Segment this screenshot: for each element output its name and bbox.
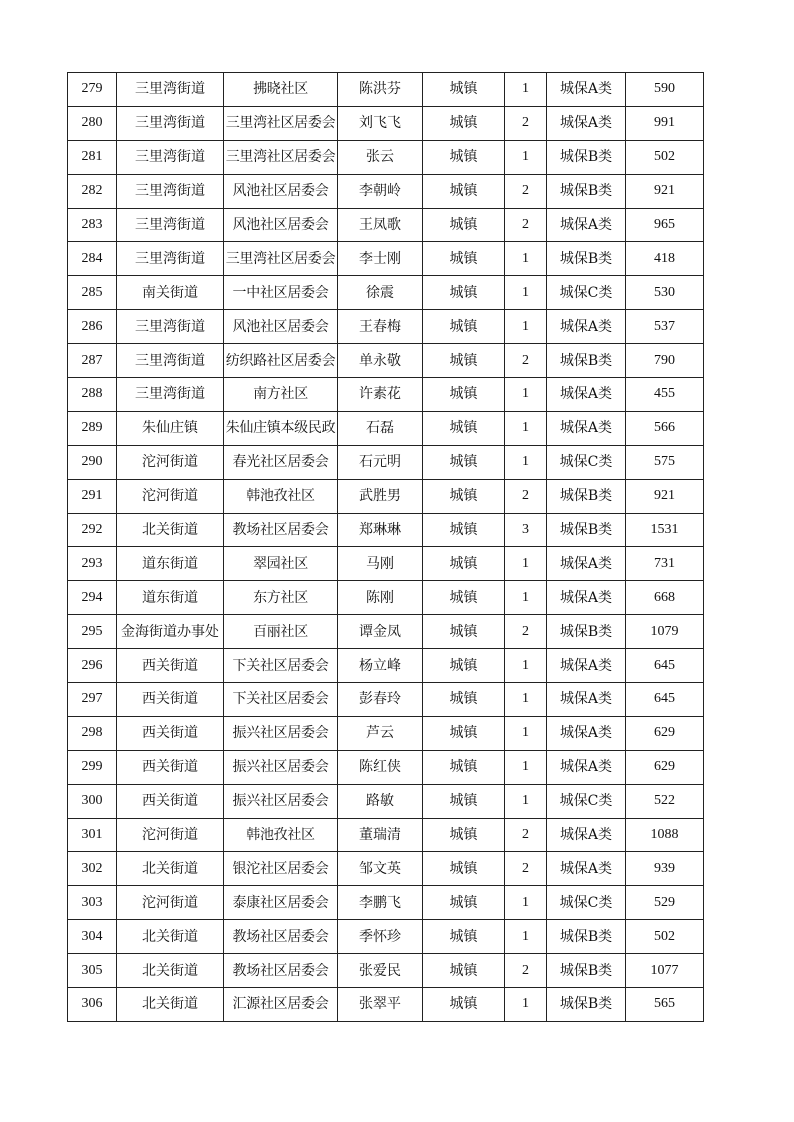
row-number-cell: 306 (68, 988, 117, 1022)
table-row (68, 411, 704, 445)
area-type-cell: 城镇 (423, 106, 505, 140)
amount-cell: 629 (626, 716, 704, 750)
community-cell: 韩池孜社区 (224, 818, 338, 852)
row-number-cell: 283 (68, 208, 117, 242)
table-row (68, 445, 704, 479)
table-row (68, 954, 704, 988)
row-number-cell: 296 (68, 649, 117, 683)
category-cell: 城保C类 (547, 784, 626, 818)
household-count-cell: 1 (505, 649, 547, 683)
community-cell: 东方社区 (224, 581, 338, 615)
household-count-cell: 2 (505, 208, 547, 242)
area-type-cell: 城镇 (423, 581, 505, 615)
beneficiary-table (67, 72, 704, 1022)
area-type-cell: 城镇 (423, 886, 505, 920)
street-cell: 三里湾街道 (117, 208, 224, 242)
amount-cell: 529 (626, 886, 704, 920)
amount-cell: 668 (626, 581, 704, 615)
name-cell: 张翠平 (338, 988, 423, 1022)
amount-cell: 455 (626, 378, 704, 412)
table-row (68, 140, 704, 174)
row-number-cell: 304 (68, 920, 117, 954)
street-cell: 北关街道 (117, 954, 224, 988)
community-cell: 振兴社区居委会 (224, 750, 338, 784)
amount-cell: 629 (626, 750, 704, 784)
area-type-cell: 城镇 (423, 73, 505, 107)
name-cell: 马刚 (338, 547, 423, 581)
amount-cell: 1079 (626, 615, 704, 649)
row-number-cell: 288 (68, 378, 117, 412)
row-number-cell: 290 (68, 445, 117, 479)
area-type-cell: 城镇 (423, 920, 505, 954)
name-cell: 刘飞飞 (338, 106, 423, 140)
name-cell: 季怀珍 (338, 920, 423, 954)
name-cell: 石磊 (338, 411, 423, 445)
name-cell: 李士刚 (338, 242, 423, 276)
community-cell: 教场社区居委会 (224, 920, 338, 954)
name-cell: 王春梅 (338, 310, 423, 344)
table-row (68, 716, 704, 750)
household-count-cell: 1 (505, 683, 547, 717)
amount-cell: 522 (626, 784, 704, 818)
community-cell: 下关社区居委会 (224, 649, 338, 683)
category-cell: 城保A类 (547, 73, 626, 107)
name-cell: 石元明 (338, 445, 423, 479)
household-count-cell: 2 (505, 174, 547, 208)
street-cell: 金海街道办事处 (117, 615, 224, 649)
area-type-cell: 城镇 (423, 818, 505, 852)
area-type-cell: 城镇 (423, 852, 505, 886)
category-cell: 城保B类 (547, 954, 626, 988)
community-cell: 振兴社区居委会 (224, 716, 338, 750)
name-cell: 张云 (338, 140, 423, 174)
street-cell: 沱河街道 (117, 445, 224, 479)
street-cell: 道东街道 (117, 581, 224, 615)
table-row (68, 276, 704, 310)
row-number-cell: 291 (68, 479, 117, 513)
row-number-cell: 303 (68, 886, 117, 920)
amount-cell: 502 (626, 920, 704, 954)
community-cell: 百丽社区 (224, 615, 338, 649)
amount-cell: 566 (626, 411, 704, 445)
category-cell: 城保A类 (547, 208, 626, 242)
area-type-cell: 城镇 (423, 242, 505, 276)
area-type-cell: 城镇 (423, 208, 505, 242)
area-type-cell: 城镇 (423, 479, 505, 513)
category-cell: 城保B类 (547, 513, 626, 547)
street-cell: 三里湾街道 (117, 106, 224, 140)
community-cell: 拂晓社区 (224, 73, 338, 107)
area-type-cell: 城镇 (423, 310, 505, 344)
household-count-cell: 2 (505, 615, 547, 649)
name-cell: 芦云 (338, 716, 423, 750)
street-cell: 北关街道 (117, 988, 224, 1022)
street-cell: 西关街道 (117, 683, 224, 717)
household-count-cell: 1 (505, 784, 547, 818)
category-cell: 城保A类 (547, 852, 626, 886)
table-row (68, 513, 704, 547)
category-cell: 城保A类 (547, 649, 626, 683)
amount-cell: 1077 (626, 954, 704, 988)
category-cell: 城保A类 (547, 716, 626, 750)
street-cell: 北关街道 (117, 513, 224, 547)
row-number-cell: 289 (68, 411, 117, 445)
name-cell: 陈洪芬 (338, 73, 423, 107)
amount-cell: 790 (626, 344, 704, 378)
street-cell: 朱仙庄镇 (117, 411, 224, 445)
category-cell: 城保B类 (547, 920, 626, 954)
name-cell: 陈刚 (338, 581, 423, 615)
area-type-cell: 城镇 (423, 547, 505, 581)
table-row (68, 344, 704, 378)
amount-cell: 502 (626, 140, 704, 174)
category-cell: 城保A类 (547, 750, 626, 784)
amount-cell: 418 (626, 242, 704, 276)
row-number-cell: 302 (68, 852, 117, 886)
household-count-cell: 1 (505, 750, 547, 784)
household-count-cell: 2 (505, 852, 547, 886)
row-number-cell: 300 (68, 784, 117, 818)
area-type-cell: 城镇 (423, 615, 505, 649)
row-number-cell: 279 (68, 73, 117, 107)
household-count-cell: 2 (505, 818, 547, 852)
household-count-cell: 1 (505, 716, 547, 750)
category-cell: 城保B类 (547, 242, 626, 276)
community-cell: 教场社区居委会 (224, 954, 338, 988)
household-count-cell: 1 (505, 276, 547, 310)
household-count-cell: 1 (505, 310, 547, 344)
table-row (68, 852, 704, 886)
street-cell: 三里湾街道 (117, 73, 224, 107)
street-cell: 西关街道 (117, 784, 224, 818)
table-row (68, 547, 704, 581)
category-cell: 城保A类 (547, 106, 626, 140)
table-row (68, 615, 704, 649)
row-number-cell: 284 (68, 242, 117, 276)
row-number-cell: 281 (68, 140, 117, 174)
area-type-cell: 城镇 (423, 954, 505, 988)
row-number-cell: 299 (68, 750, 117, 784)
street-cell: 西关街道 (117, 716, 224, 750)
name-cell: 王凤歌 (338, 208, 423, 242)
name-cell: 单永敬 (338, 344, 423, 378)
household-count-cell: 2 (505, 954, 547, 988)
category-cell: 城保A类 (547, 547, 626, 581)
row-number-cell: 286 (68, 310, 117, 344)
name-cell: 徐震 (338, 276, 423, 310)
table-row (68, 208, 704, 242)
amount-cell: 645 (626, 683, 704, 717)
table-row (68, 106, 704, 140)
amount-cell: 575 (626, 445, 704, 479)
community-cell: 风池社区居委会 (224, 310, 338, 344)
category-cell: 城保A类 (547, 818, 626, 852)
street-cell: 三里湾街道 (117, 378, 224, 412)
row-number-cell: 285 (68, 276, 117, 310)
street-cell: 三里湾街道 (117, 310, 224, 344)
household-count-cell: 1 (505, 411, 547, 445)
community-cell: 风池社区居委会 (224, 208, 338, 242)
street-cell: 西关街道 (117, 750, 224, 784)
table-row (68, 886, 704, 920)
community-cell: 银沱社区居委会 (224, 852, 338, 886)
street-cell: 三里湾街道 (117, 242, 224, 276)
category-cell: 城保A类 (547, 581, 626, 615)
community-cell: 泰康社区居委会 (224, 886, 338, 920)
name-cell: 武胜男 (338, 479, 423, 513)
table-row (68, 683, 704, 717)
community-cell: 下关社区居委会 (224, 683, 338, 717)
household-count-cell: 3 (505, 513, 547, 547)
community-cell: 振兴社区居委会 (224, 784, 338, 818)
amount-cell: 921 (626, 174, 704, 208)
household-count-cell: 1 (505, 140, 547, 174)
household-count-cell: 1 (505, 581, 547, 615)
table-row (68, 750, 704, 784)
row-number-cell: 295 (68, 615, 117, 649)
household-count-cell: 1 (505, 242, 547, 276)
amount-cell: 530 (626, 276, 704, 310)
area-type-cell: 城镇 (423, 683, 505, 717)
community-cell: 纺织路社区居委会 (224, 344, 338, 378)
community-cell: 南方社区 (224, 378, 338, 412)
community-cell: 风池社区居委会 (224, 174, 338, 208)
community-cell: 教场社区居委会 (224, 513, 338, 547)
amount-cell: 537 (626, 310, 704, 344)
name-cell: 路敏 (338, 784, 423, 818)
community-cell: 春光社区居委会 (224, 445, 338, 479)
street-cell: 三里湾街道 (117, 140, 224, 174)
street-cell: 北关街道 (117, 852, 224, 886)
street-cell: 沱河街道 (117, 886, 224, 920)
area-type-cell: 城镇 (423, 445, 505, 479)
area-type-cell: 城镇 (423, 411, 505, 445)
street-cell: 沱河街道 (117, 479, 224, 513)
community-cell: 一中社区居委会 (224, 276, 338, 310)
row-number-cell: 287 (68, 344, 117, 378)
household-count-cell: 2 (505, 106, 547, 140)
table-row (68, 242, 704, 276)
category-cell: 城保A类 (547, 411, 626, 445)
name-cell: 陈红侠 (338, 750, 423, 784)
category-cell: 城保B类 (547, 988, 626, 1022)
street-cell: 沱河街道 (117, 818, 224, 852)
area-type-cell: 城镇 (423, 174, 505, 208)
household-count-cell: 1 (505, 378, 547, 412)
amount-cell: 965 (626, 208, 704, 242)
name-cell: 彭春玲 (338, 683, 423, 717)
community-cell: 汇源社区居委会 (224, 988, 338, 1022)
category-cell: 城保C类 (547, 445, 626, 479)
table-row (68, 784, 704, 818)
row-number-cell: 298 (68, 716, 117, 750)
community-cell: 朱仙庄镇本级民政 (224, 411, 338, 445)
table-row (68, 73, 704, 107)
row-number-cell: 282 (68, 174, 117, 208)
household-count-cell: 1 (505, 73, 547, 107)
name-cell: 许素花 (338, 378, 423, 412)
area-type-cell: 城镇 (423, 750, 505, 784)
amount-cell: 590 (626, 73, 704, 107)
row-number-cell: 293 (68, 547, 117, 581)
category-cell: 城保C类 (547, 886, 626, 920)
community-cell: 翠园社区 (224, 547, 338, 581)
category-cell: 城保B类 (547, 615, 626, 649)
category-cell: 城保C类 (547, 276, 626, 310)
street-cell: 北关街道 (117, 920, 224, 954)
amount-cell: 1531 (626, 513, 704, 547)
table-row (68, 174, 704, 208)
community-cell: 韩池孜社区 (224, 479, 338, 513)
area-type-cell: 城镇 (423, 716, 505, 750)
table-row (68, 310, 704, 344)
name-cell: 邹文英 (338, 852, 423, 886)
area-type-cell: 城镇 (423, 988, 505, 1022)
table-row (68, 988, 704, 1022)
area-type-cell: 城镇 (423, 276, 505, 310)
category-cell: 城保B类 (547, 479, 626, 513)
name-cell: 董瑞清 (338, 818, 423, 852)
category-cell: 城保A类 (547, 378, 626, 412)
amount-cell: 991 (626, 106, 704, 140)
amount-cell: 565 (626, 988, 704, 1022)
row-number-cell: 292 (68, 513, 117, 547)
category-cell: 城保B类 (547, 344, 626, 378)
row-number-cell: 280 (68, 106, 117, 140)
category-cell: 城保B类 (547, 174, 626, 208)
area-type-cell: 城镇 (423, 784, 505, 818)
household-count-cell: 1 (505, 445, 547, 479)
street-cell: 西关街道 (117, 649, 224, 683)
street-cell: 道东街道 (117, 547, 224, 581)
amount-cell: 731 (626, 547, 704, 581)
table-row (68, 920, 704, 954)
category-cell: 城保A类 (547, 310, 626, 344)
name-cell: 张爱民 (338, 954, 423, 988)
category-cell: 城保B类 (547, 140, 626, 174)
street-cell: 三里湾街道 (117, 174, 224, 208)
community-cell: 三里湾社区居委会 (224, 140, 338, 174)
household-count-cell: 1 (505, 886, 547, 920)
table-row (68, 479, 704, 513)
amount-cell: 645 (626, 649, 704, 683)
name-cell: 李鹏飞 (338, 886, 423, 920)
table-row (68, 581, 704, 615)
household-count-cell: 1 (505, 988, 547, 1022)
category-cell: 城保A类 (547, 683, 626, 717)
name-cell: 郑琳琳 (338, 513, 423, 547)
row-number-cell: 297 (68, 683, 117, 717)
area-type-cell: 城镇 (423, 513, 505, 547)
row-number-cell: 305 (68, 954, 117, 988)
table-body (68, 73, 704, 1022)
household-count-cell: 2 (505, 344, 547, 378)
area-type-cell: 城镇 (423, 378, 505, 412)
area-type-cell: 城镇 (423, 344, 505, 378)
table-row (68, 378, 704, 412)
table-row (68, 649, 704, 683)
street-cell: 南关街道 (117, 276, 224, 310)
community-cell: 三里湾社区居委会 (224, 106, 338, 140)
row-number-cell: 301 (68, 818, 117, 852)
row-number-cell: 294 (68, 581, 117, 615)
household-count-cell: 2 (505, 479, 547, 513)
name-cell: 杨立峰 (338, 649, 423, 683)
household-count-cell: 1 (505, 920, 547, 954)
table-row (68, 818, 704, 852)
area-type-cell: 城镇 (423, 649, 505, 683)
name-cell: 谭金凤 (338, 615, 423, 649)
amount-cell: 939 (626, 852, 704, 886)
name-cell: 李朝岭 (338, 174, 423, 208)
area-type-cell: 城镇 (423, 140, 505, 174)
amount-cell: 1088 (626, 818, 704, 852)
street-cell: 三里湾街道 (117, 344, 224, 378)
household-count-cell: 1 (505, 547, 547, 581)
community-cell: 三里湾社区居委会 (224, 242, 338, 276)
amount-cell: 921 (626, 479, 704, 513)
